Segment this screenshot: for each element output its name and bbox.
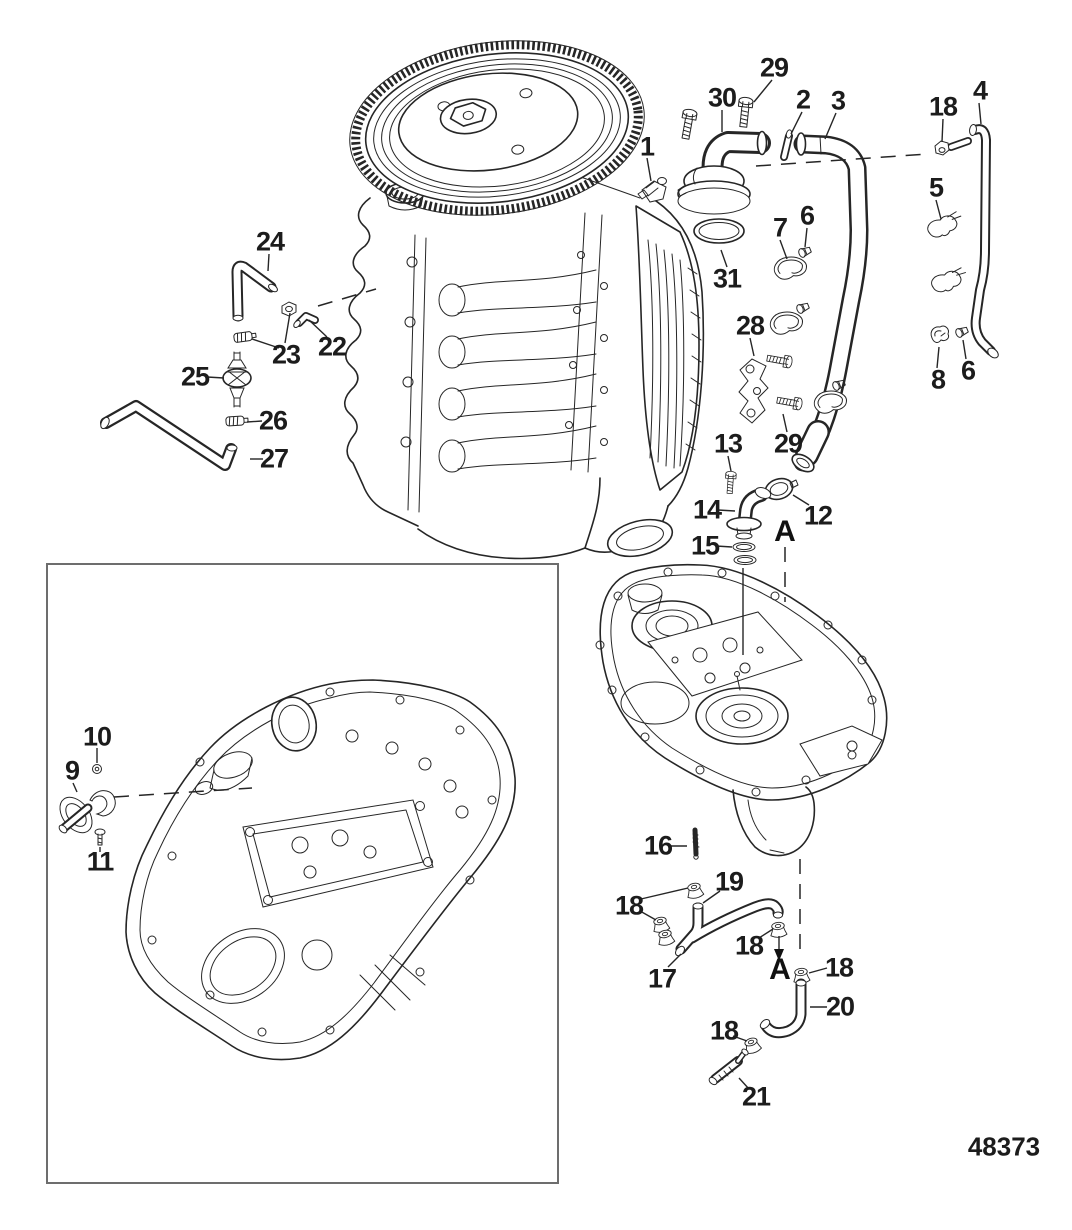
tube-4 bbox=[969, 124, 1000, 360]
callout-label: 29 bbox=[773, 428, 803, 459]
callout-label: 18 bbox=[709, 1015, 739, 1046]
callout-label: 30 bbox=[707, 82, 737, 113]
hose-27 bbox=[99, 406, 237, 465]
hose-20 bbox=[759, 980, 806, 1033]
callout-label: 31 bbox=[712, 263, 742, 294]
nut-23 bbox=[282, 302, 296, 316]
callout-label: 10 bbox=[82, 721, 112, 752]
callout-label: 12 bbox=[803, 500, 833, 531]
clip-8 bbox=[931, 326, 948, 342]
callout-label: 15 bbox=[690, 530, 720, 561]
check-valve-25 bbox=[223, 352, 251, 407]
fitting-21 bbox=[708, 1048, 750, 1086]
callout-label: 25 bbox=[180, 361, 210, 392]
callout-label: 24 bbox=[255, 226, 285, 257]
callout-label: 1 bbox=[639, 131, 655, 162]
view-marker: A bbox=[774, 515, 796, 548]
callout-label: 13 bbox=[713, 428, 743, 459]
callout-label: 21 bbox=[741, 1081, 771, 1112]
bracket-28 bbox=[739, 352, 803, 423]
hose-17 bbox=[674, 903, 783, 957]
connection-a-lines bbox=[774, 547, 800, 961]
spring-clamp-5 bbox=[926, 211, 967, 292]
callout-label: 5 bbox=[928, 172, 944, 203]
callout-label: 17 bbox=[647, 963, 677, 994]
drawing-number: 48373 bbox=[967, 1131, 1041, 1162]
callout-label: 7 bbox=[772, 212, 788, 243]
callout-label: 14 bbox=[692, 494, 722, 525]
driveshaft-housing bbox=[126, 680, 515, 1060]
clamp-26 bbox=[226, 416, 249, 427]
screw-11 bbox=[95, 829, 105, 845]
callout-label: 26 bbox=[258, 405, 288, 436]
callout-label: 9 bbox=[64, 755, 80, 786]
thermostat-housing bbox=[678, 132, 767, 215]
callout-label: 23 bbox=[271, 339, 301, 370]
callout-label: 20 bbox=[825, 991, 855, 1022]
intake-manifold bbox=[439, 206, 701, 490]
callout-label: 11 bbox=[86, 846, 114, 877]
callout-label: 18 bbox=[614, 890, 644, 921]
fitting-18-top bbox=[935, 141, 968, 155]
stud-16 bbox=[693, 830, 699, 859]
clamp-12 bbox=[763, 475, 798, 503]
screws-6 bbox=[796, 245, 969, 391]
adapter-plate bbox=[596, 565, 887, 856]
callout-label: 29 bbox=[759, 52, 789, 83]
callout-label: 18 bbox=[734, 930, 764, 961]
callout-label: 22 bbox=[317, 331, 347, 362]
o-ring-10 bbox=[93, 765, 102, 774]
callout-label: 8 bbox=[930, 364, 946, 395]
callout-label: 18 bbox=[928, 91, 958, 122]
flywheel bbox=[340, 25, 655, 232]
sensor-1 bbox=[638, 178, 667, 203]
callout-label: 27 bbox=[259, 443, 289, 474]
callout-label: 19 bbox=[714, 866, 744, 897]
clip-9 bbox=[53, 791, 115, 839]
bolt-13 bbox=[724, 471, 736, 494]
o-ring-31 bbox=[694, 219, 744, 243]
callout-label: 18 bbox=[824, 952, 854, 983]
callout-label: 16 bbox=[643, 830, 673, 861]
callout-label: 2 bbox=[795, 84, 811, 115]
callout-label: 28 bbox=[735, 310, 765, 341]
hose-24 bbox=[233, 266, 279, 321]
callout-label: 4 bbox=[972, 75, 988, 106]
clamp-23 bbox=[233, 331, 256, 343]
callout-label: 6 bbox=[960, 355, 976, 386]
o-rings-15 bbox=[733, 543, 756, 565]
leader-lines bbox=[73, 80, 981, 1089]
elbow-fitting-14 bbox=[727, 486, 772, 539]
callout-label: 3 bbox=[830, 85, 846, 116]
view-marker: A bbox=[769, 953, 791, 986]
callout-label: 6 bbox=[799, 200, 815, 231]
